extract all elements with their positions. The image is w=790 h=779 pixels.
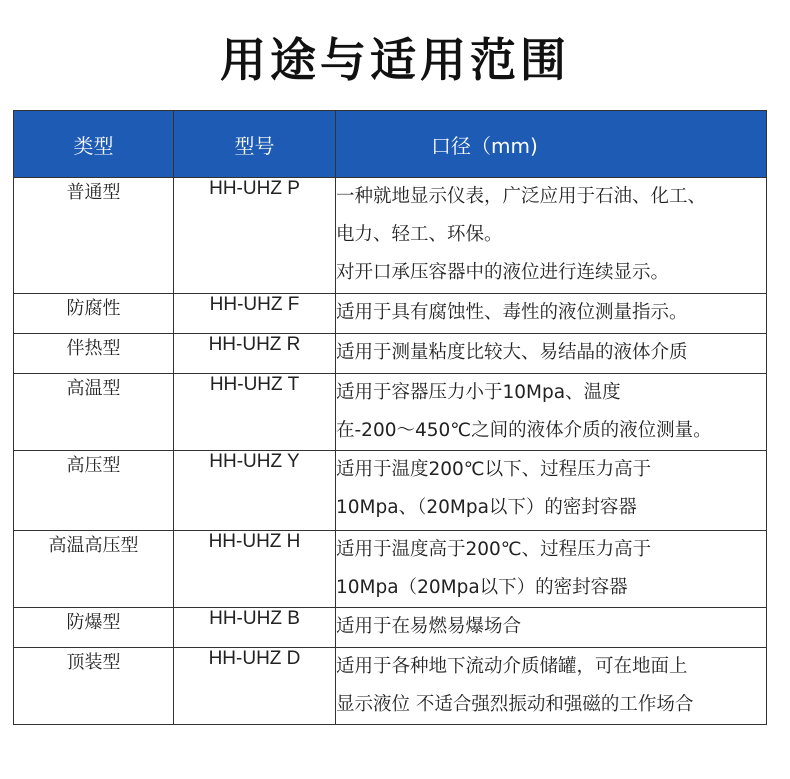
cell-model: HH-UHZ Y xyxy=(174,451,336,531)
description-line: 对开口承压容器中的液位进行连续显示。 xyxy=(336,262,670,283)
table-row xyxy=(14,178,767,294)
table-row xyxy=(14,531,767,608)
table-body xyxy=(14,178,767,725)
description-line: 一种就地显示仪表，广泛应用于石油、化工、 xyxy=(336,186,707,207)
cell-type: 顶装型 xyxy=(14,648,174,725)
cell-model: HH-UHZ B xyxy=(174,608,336,648)
cell-type: 高温型 xyxy=(14,374,174,451)
table-row xyxy=(14,334,767,374)
cell-model: HH-UHZ T xyxy=(174,374,336,451)
cell-model: HH-UHZ H xyxy=(174,531,336,608)
cell-description xyxy=(336,531,767,608)
description-line: 适用于具有腐蚀性、毒性的液位测量指示。 xyxy=(336,302,688,323)
cell-type: 高压型 xyxy=(14,451,174,531)
cell-description xyxy=(336,451,767,531)
header-diameter: 口径（mm) xyxy=(336,111,767,178)
cell-model: HH-UHZ D xyxy=(174,648,336,725)
description-line: 10Mpa（20Mpa以下）的密封容器 xyxy=(336,577,628,598)
cell-description xyxy=(336,608,767,648)
cell-type: 伴热型 xyxy=(14,334,174,374)
cell-model: HH-UHZ F xyxy=(174,294,336,334)
cell-model: HH-UHZ P xyxy=(174,178,336,294)
table-row xyxy=(14,294,767,334)
cell-description xyxy=(336,648,767,725)
cell-description xyxy=(336,374,767,451)
cell-description xyxy=(336,178,767,294)
description-line: 显示液位 不适合强烈振动和强磁的工作场合 xyxy=(336,694,694,715)
header-type: 类型 xyxy=(14,111,174,178)
description-line: 适用于温度高于200℃、过程压力高于 xyxy=(336,539,652,560)
spec-table xyxy=(13,110,767,725)
description-line: 适用于在易燃易爆场合 xyxy=(336,616,522,637)
description-line: 在-200～450℃之间的液体介质的液位测量。 xyxy=(336,420,712,441)
description-line: 适用于测量粘度比较大、易结晶的液体介质 xyxy=(336,342,688,363)
cell-type: 高温高压型 xyxy=(14,531,174,608)
cell-description xyxy=(336,294,767,334)
description-line: 适用于容器压力小于10Mpa、温度 xyxy=(336,382,621,403)
table-row xyxy=(14,648,767,725)
description-line: 电力、轻工、环保。 xyxy=(336,224,503,245)
cell-type: 普通型 xyxy=(14,178,174,294)
table-header-row xyxy=(14,111,767,178)
description-line: 10Mpa、（20Mpa以下）的密封容器 xyxy=(336,497,637,518)
header-model: 型号 xyxy=(174,111,336,178)
cell-model: HH-UHZ R xyxy=(174,334,336,374)
description-line: 适用于各种地下流动介质储罐，可在地面上 xyxy=(336,656,688,677)
description-line: 适用于温度200℃以下、过程压力高于 xyxy=(336,459,652,480)
page-title: 用途与适用范围 xyxy=(220,33,570,87)
table-row xyxy=(14,608,767,648)
table-row xyxy=(14,451,767,531)
table-row xyxy=(14,374,767,451)
cell-description xyxy=(336,334,767,374)
cell-type: 防爆型 xyxy=(14,608,174,648)
cell-type: 防腐性 xyxy=(14,294,174,334)
